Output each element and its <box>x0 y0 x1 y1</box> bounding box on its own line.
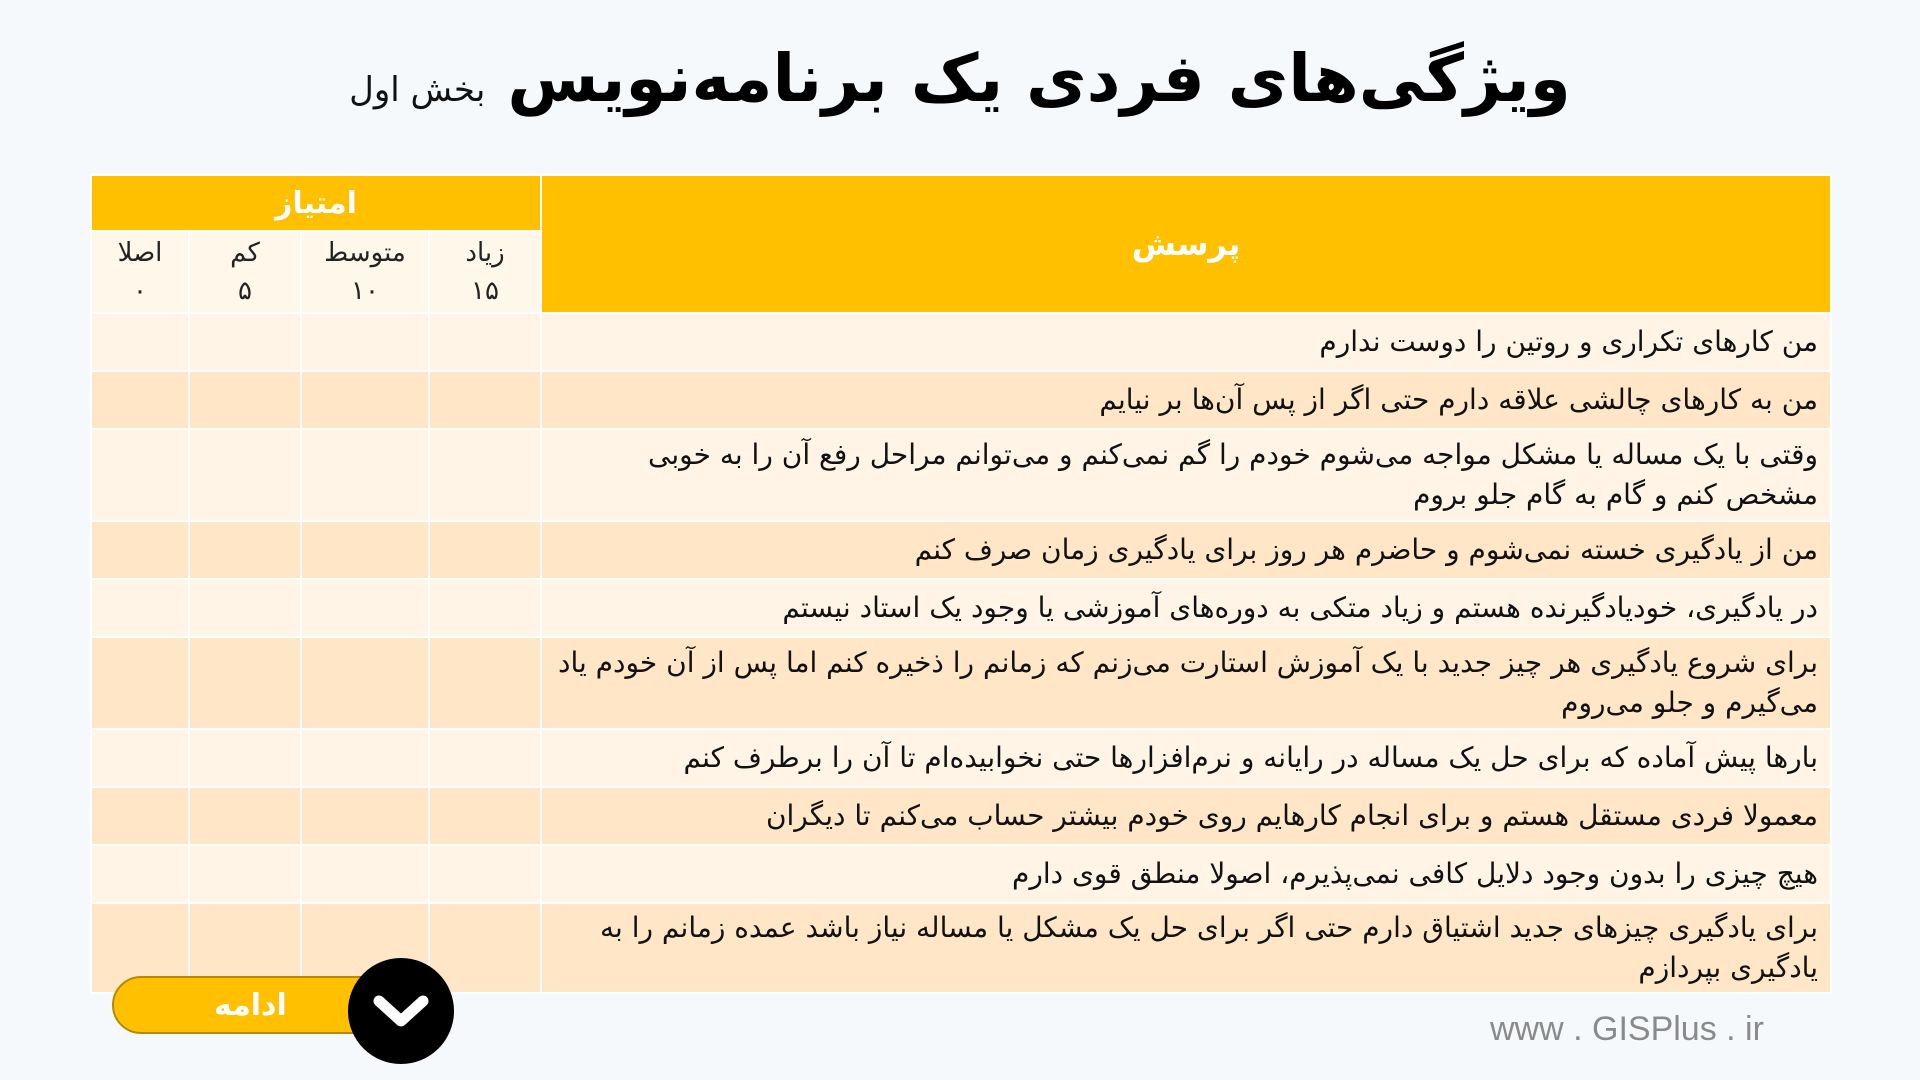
score-cell-high[interactable] <box>429 521 541 579</box>
score-cell-none[interactable] <box>91 429 189 521</box>
question-text: برای یادگیری چیزهای جدید اشتیاق دارم حتی اگر برای حل یک مشکل یا مساله نیاز باشد عمده زمانم را به یادگیری بپردازم <box>541 903 1831 993</box>
table-row <box>91 579 1831 637</box>
score-cell-high[interactable] <box>429 579 541 637</box>
score-cell-medium[interactable] <box>301 579 429 637</box>
score-cell-high[interactable] <box>429 903 541 993</box>
survey-table <box>90 174 1832 994</box>
score-cell-low[interactable] <box>189 313 301 371</box>
level-points: ۵ <box>238 276 252 306</box>
continue-circle-button[interactable] <box>348 958 454 1064</box>
table-row <box>91 845 1831 903</box>
chevron-down-icon <box>373 991 429 1031</box>
question-text: معمولا فردی مستقل هستم و برای انجام کارهایم روی خودم بیشتر حساب می‌کنم تا دیگران <box>541 787 1831 845</box>
table-row <box>91 521 1831 579</box>
level-header-medium <box>301 231 429 313</box>
table-row <box>91 787 1831 845</box>
level-points: ۱۰ <box>351 276 379 306</box>
table-row <box>91 729 1831 787</box>
question-text: هیچ چیزی را بدون وجود دلایل کافی نمی‌پذیرم، اصولا منطق قوی دارم <box>541 845 1831 903</box>
level-points: ۰ <box>133 276 147 306</box>
score-cell-low[interactable] <box>189 579 301 637</box>
score-cell-low[interactable] <box>189 787 301 845</box>
score-cell-medium[interactable] <box>301 845 429 903</box>
table-row <box>91 371 1831 429</box>
score-cell-low[interactable] <box>189 371 301 429</box>
page-subtitle: بخش اول <box>349 70 486 110</box>
score-cell-high[interactable] <box>429 845 541 903</box>
level-label: اصلا <box>117 238 163 268</box>
score-cell-low[interactable] <box>189 521 301 579</box>
site-url: www . GISPlus . ir <box>1490 1010 1764 1048</box>
continue-label: ادامه <box>214 987 287 1023</box>
question-text: برای شروع یادگیری هر چیز جدید با یک آموزش استارت می‌زنم که زمانم را ذخیره کنم اما پس از آن خودم یاد می‌گیرم و جلو می‌روم <box>541 637 1831 729</box>
score-cell-high[interactable] <box>429 729 541 787</box>
score-cell-none[interactable] <box>91 521 189 579</box>
score-cell-medium[interactable] <box>301 429 429 521</box>
question-column-header: پرسش <box>541 175 1831 313</box>
score-cell-high[interactable] <box>429 787 541 845</box>
score-cell-none[interactable] <box>91 371 189 429</box>
score-cell-high[interactable] <box>429 313 541 371</box>
score-cell-none[interactable] <box>91 637 189 729</box>
score-cell-none[interactable] <box>91 845 189 903</box>
table-row <box>91 429 1831 521</box>
question-text: در یادگیری، خودیادگیرنده هستم و زیاد متکی به دوره‌های آموزشی یا وجود یک استاد نیستم <box>541 579 1831 637</box>
score-cell-none[interactable] <box>91 579 189 637</box>
question-text: بارها پیش آماده که برای حل یک مساله در رایانه و نرم‌افزارها حتی نخوابیده‌ام تا آن را برطرف کنم <box>541 729 1831 787</box>
level-label: کم <box>230 238 260 268</box>
question-text: من کارهای تکراری و روتین را دوست ندارم <box>541 313 1831 371</box>
score-cell-high[interactable] <box>429 371 541 429</box>
question-text: وقتی با یک مساله یا مشکل مواجه می‌شوم خودم را گم نمی‌کنم و می‌توانم مراحل رفع آن را به خوبی مشخص کنم و گام به گام جلو بروم <box>541 429 1831 521</box>
score-cell-medium[interactable] <box>301 313 429 371</box>
question-text: من به کارهای چالشی علاقه دارم حتی اگر از پس آن‌ها بر نیایم <box>541 371 1831 429</box>
table-row <box>91 637 1831 729</box>
level-header-high <box>429 231 541 313</box>
score-cell-none[interactable] <box>91 787 189 845</box>
level-header-low <box>189 231 301 313</box>
level-header-none <box>91 231 189 313</box>
score-cell-medium[interactable] <box>301 637 429 729</box>
score-cell-low[interactable] <box>189 637 301 729</box>
score-cell-medium[interactable] <box>301 521 429 579</box>
score-cell-high[interactable] <box>429 429 541 521</box>
level-label: زیاد <box>465 238 505 268</box>
score-cell-low[interactable] <box>189 729 301 787</box>
score-cell-medium[interactable] <box>301 787 429 845</box>
score-cell-none[interactable] <box>91 313 189 371</box>
score-column-header: امتیاز <box>91 175 541 231</box>
level-label: متوسط <box>324 238 406 268</box>
score-cell-medium[interactable] <box>301 371 429 429</box>
level-points: ۱۵ <box>471 276 499 306</box>
question-text: من از یادگیری خسته نمی‌شوم و حاضرم هر روز برای یادگیری زمان صرف کنم <box>541 521 1831 579</box>
score-cell-high[interactable] <box>429 637 541 729</box>
score-cell-low[interactable] <box>189 429 301 521</box>
score-cell-medium[interactable] <box>301 729 429 787</box>
score-cell-none[interactable] <box>91 729 189 787</box>
page-title: ویژگی‌های فردی یک برنامه‌نویس <box>507 40 1571 117</box>
page-header <box>0 40 1920 117</box>
score-cell-low[interactable] <box>189 845 301 903</box>
table-row <box>91 313 1831 371</box>
